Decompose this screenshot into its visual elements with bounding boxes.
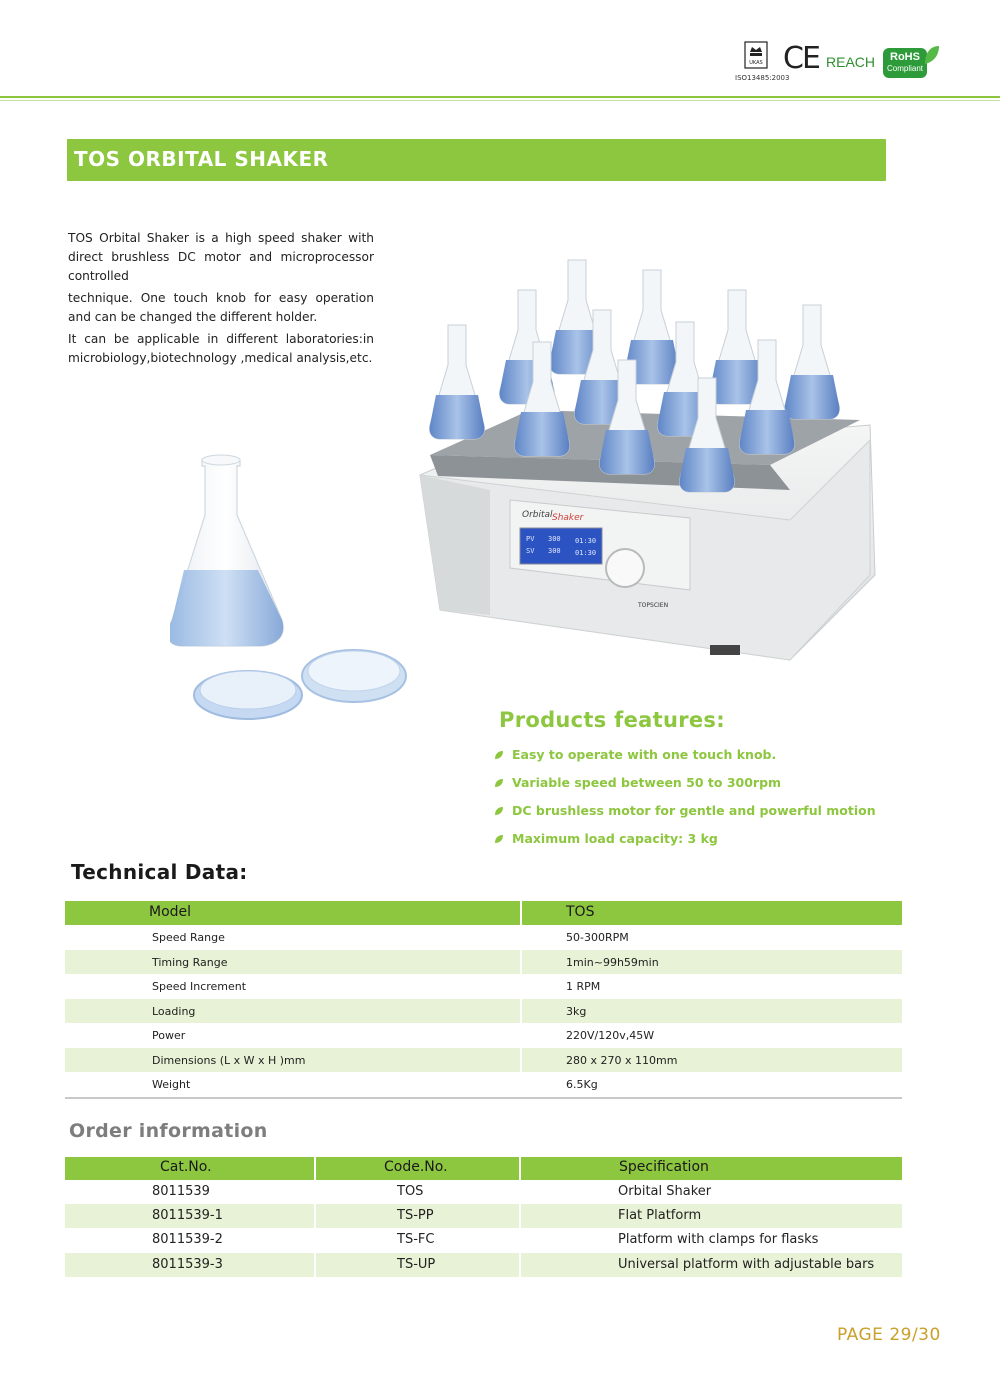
spec-value: 3kg <box>566 1004 587 1018</box>
ukas-crown-icon <box>743 40 769 70</box>
description-paragraph: technique. One touch knob for easy operation and can be changed the different holder. <box>68 291 374 324</box>
pv-label: PV <box>526 535 535 543</box>
rohs-subtitle: Compliant <box>886 64 923 73</box>
spec-value: 280 x 270 x 110mm <box>566 1053 678 1067</box>
header-cell: Code.No. <box>384 1159 448 1175</box>
specification-cell: Orbital Shaker <box>618 1184 712 1199</box>
certification-logos <box>735 40 950 88</box>
spec-label: Power <box>152 1029 186 1042</box>
reach-mark: REACH <box>826 54 876 70</box>
feature-item <box>494 802 914 830</box>
feature-item <box>494 830 914 858</box>
spec-value: 50-300RPM <box>566 931 629 944</box>
sv-label: SV <box>526 547 535 555</box>
table-bottom-rule <box>65 1097 902 1099</box>
rohs-compliant-badge <box>883 44 941 80</box>
description-paragraph: It can be applicable in different laboratories:in microbiology,biotechnology ,medical analysis,etc. <box>68 332 374 365</box>
spec-label: Timing Range <box>152 955 228 969</box>
feature-text: DC brushless motor for gentle and powerful motion <box>512 803 876 818</box>
shaker-brand-accent: Shaker <box>552 513 584 523</box>
feature-item <box>494 746 914 774</box>
feature-text: Easy to operate with one touch knob. <box>512 747 777 762</box>
spec-value: 1 RPM <box>566 980 601 993</box>
specification-cell: Flat Platform <box>618 1208 702 1224</box>
table-row <box>65 999 902 1024</box>
orbital-shaker-image <box>410 250 880 680</box>
header-divider-light <box>0 100 1000 101</box>
table-row <box>65 1072 902 1097</box>
table-row <box>65 1253 902 1277</box>
leaf-bullet-icon <box>494 834 504 844</box>
product-description <box>68 229 374 371</box>
spec-value: 6.5Kg <box>566 1078 598 1091</box>
table-row <box>65 974 902 999</box>
description-paragraph: TOS Orbital Shaker is a high speed shaker with direct brushless DC motor and microprocessor controlled <box>68 231 374 283</box>
feature-text: Maximum load capacity: 3 kg <box>512 831 718 846</box>
cat-no-cell: 8011539-2 <box>152 1232 223 1248</box>
shaker-brand-label: Orbital <box>522 510 553 520</box>
specification-cell: Platform with clamps for flasks <box>618 1232 819 1248</box>
table-row <box>65 1048 902 1073</box>
code-no-cell: TS-FC <box>397 1232 435 1248</box>
code-no-cell: TS-PP <box>397 1208 434 1224</box>
table-row <box>65 1204 902 1228</box>
order-information-heading: Order information <box>69 1120 268 1142</box>
order-information-table <box>65 1157 902 1277</box>
sv-time: 01:30 <box>575 549 597 557</box>
header-cell: TOS <box>566 904 595 920</box>
cat-no-cell: 8011539-1 <box>152 1208 223 1224</box>
spec-label: Dimensions (L x W x H )mm <box>152 1053 306 1067</box>
iso-certification-text: ISO13485:2003 <box>735 74 790 82</box>
table-row <box>65 1228 902 1252</box>
pv-value: 300 <box>548 535 561 543</box>
header-cell: Cat.No. <box>160 1159 212 1175</box>
code-no-cell: TS-UP <box>397 1256 436 1272</box>
rohs-title: RoHS <box>890 51 920 63</box>
table-header-row <box>65 1157 902 1180</box>
specification-cell: Universal platform with adjustable bars <box>618 1256 875 1272</box>
table-row <box>65 1023 902 1048</box>
feature-item <box>494 774 914 802</box>
leaf-icon <box>923 44 941 66</box>
spec-label: Loading <box>152 1004 196 1018</box>
header-divider <box>0 96 1000 98</box>
ce-mark: CE <box>783 41 819 76</box>
shaker-maker: TOPSCIEN <box>638 602 669 609</box>
sv-value: 300 <box>548 547 561 555</box>
page-title: TOS ORBITAL SHAKER <box>74 147 329 171</box>
leaf-bullet-icon <box>494 750 504 760</box>
spec-label: Speed Range <box>152 931 225 944</box>
leaf-bullet-icon <box>494 806 504 816</box>
code-no-cell: TOS <box>397 1184 424 1199</box>
features-list <box>494 746 914 858</box>
feature-text: Variable speed between 50 to 300rpm <box>512 775 782 790</box>
features-heading: Products features: <box>499 708 725 732</box>
table-row <box>65 950 902 975</box>
cat-no-cell: 8011539 <box>152 1184 210 1199</box>
spec-label: Weight <box>152 1078 191 1091</box>
spec-label: Speed Increment <box>152 980 247 993</box>
spec-value: 1min~99h59min <box>566 955 659 969</box>
header-cell: Model <box>149 904 192 920</box>
flask-and-petri-dish-image <box>170 440 420 730</box>
spec-value: 220V/120v,45W <box>566 1029 655 1042</box>
page-number: PAGE 29/30 <box>837 1325 941 1345</box>
leaf-bullet-icon <box>494 778 504 788</box>
pv-time: 01:30 <box>575 537 597 545</box>
table-header-row <box>65 901 902 925</box>
header-cell: Specification <box>619 1159 709 1175</box>
cat-no-cell: 8011539-3 <box>152 1256 223 1272</box>
technical-data-table <box>65 901 902 1097</box>
table-row <box>65 1180 902 1204</box>
product-title-bar <box>67 139 886 181</box>
technical-data-heading: Technical Data: <box>71 860 248 884</box>
table-row <box>65 925 902 950</box>
ukas-label: UKAS <box>749 60 763 66</box>
